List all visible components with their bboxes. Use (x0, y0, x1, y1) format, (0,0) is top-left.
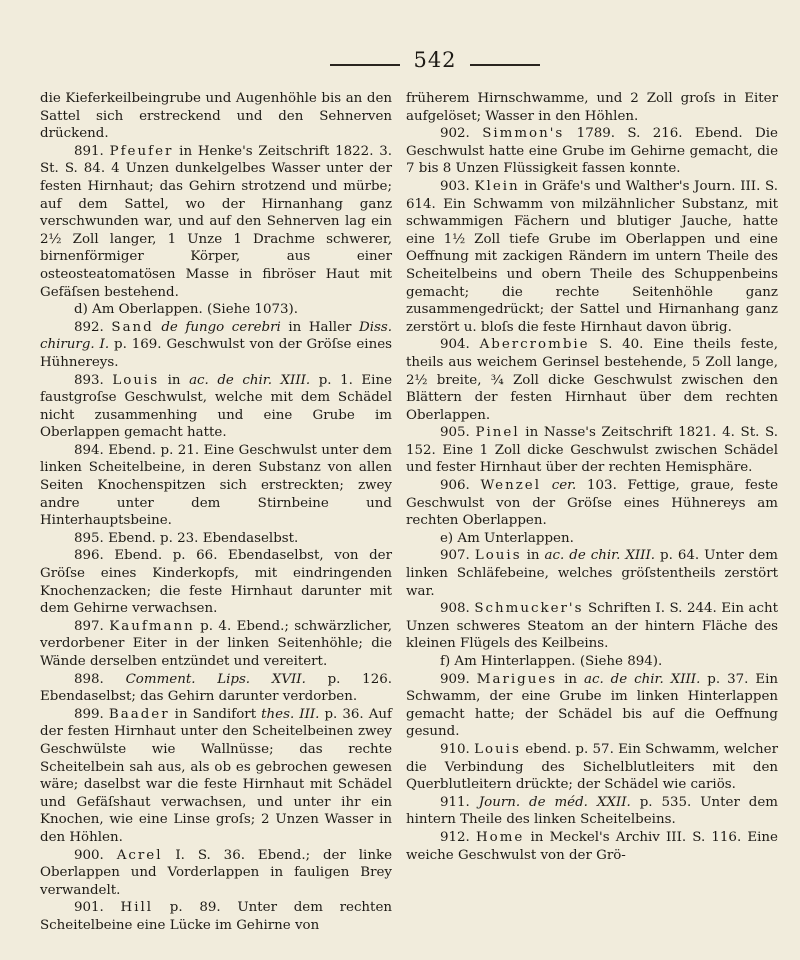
entry-paragraph: 900. Acrel I. S. 36. Ebend.; der linke Oberlappen und Vorderlappen in fauligen Brey verwandelt. (40, 847, 392, 898)
section-heading: f) Am Hinterlappen. (Siehe 894). (440, 654, 663, 669)
section-heading: e) Am Unterlappen. (440, 530, 574, 546)
entry-paragraph: 903. Klein in Gräfe's und Walther's Journ. III. S. 614. Ein Schwamm von milzähnlicher Substanz, mit schwammigen Fächern und blutiger Jauche, hatte eine 1½ Zoll tiefe Grube im Oberlappen und eine Oeffnung mit zackigen Rändern im untern Theile des Scheitelbeins und obern Theile des Schuppenbeins gemacht; die rechte Seitenhöhle ganz zusammengedrückt; der Sattel und Hirnanhang ganz zerstört u. bloſs die feste Hirnhaut davon übrig. (406, 178, 778, 335)
right-column (406, 90, 778, 864)
entry-paragraph: früherem Hirnschwamme, und 2 Zoll groſs in Eiter aufgelöset; Wasser in den Höhlen. (406, 91, 778, 124)
page-number: 542 (413, 48, 457, 72)
header-rule-left (330, 64, 400, 66)
entry-paragraph: 909. Marigues in ac. de chir. XIII. p. 37. Ein Schwamm, der eine Grube im linken Hinterlappen gemacht hatte; der Schädel bis auf die Oeffnung gesund. (406, 671, 779, 740)
entry-paragraph: 899. Baader in Sandifort thes. III. p. 36. Auf der festen Hirnhaut unter den Scheitelbeinen zwey Geschwülste wie Wallnüsse; das rechte Scheitelbein sah aus, als ob es gebrochen gewesen wäre; daselbst war die feste Hirnhaut mit Schädel und Gefäſshaut verwachsen, und unter ihr ein Knochen, wie eine Linse groſs; 2 Unzen Wasser in den Höhlen. (40, 706, 392, 845)
entry-paragraph: 908. Schmucker's Schriften I. S. 244. Ein acht Unzen schweres Steatom an der hintern Fläche des kleinen Flügels des Keilbeins. (406, 601, 779, 652)
entry-paragraph: 898. Comment. Lips. XVII. p. 126. Ebendaselbst; das Gehirn darunter verdorben. (40, 671, 392, 705)
entry-paragraph: 907. Louis in ac. de chir. XIII. p. 64. Unter dem linken Schläfebeine, welches gröſstentheils zerstört war. (406, 548, 778, 599)
left-column (40, 90, 392, 935)
entry-paragraph: 893. Louis in ac. de chir. XIII. p. 1. Eine faustgroſse Geschwulst, welche mit dem Schädel nicht zusammenhing und eine Grube im Oberlappen gemacht hatte. (40, 372, 393, 441)
entry-paragraph: 895. Ebend. p. 23. Ebendaselbst. (74, 530, 299, 546)
entry-paragraph: 897. Kaufmann p. 4. Ebend.; schwärzlicher, verdorbener Eiter in der linken Seitenhöhle; die Wände derselben entzündet und vereitert. (40, 618, 392, 669)
entry-paragraph: 891. Pfeufer in Henke's Zeitschrift 1822. 3. St. S. 84. 4 Unzen dunkelgelbes Wasser unter der festen Hirnhaut; das Gehirn strotzend und mürbe; auf dem Sattel, wo der Hirnanhang ganz verschwunden war, und auf den Sehnerven lag ein 2½ Zoll langer, 1 Unze 1 Drachme schwerer, birnenförmiger Körper, aus einer osteosteatomatösen Masse in fibröser Haut mit Gefäſsen bestehend. (40, 143, 392, 300)
entry-paragraph: 896. Ebend. p. 66. Ebendaselbst, von der Gröſse eines Kinderkopfs, mit eindringenden Knochenzacken; die feste Hirnhaut darunter mit dem Gehirne verwachsen. (40, 548, 392, 617)
entry-paragraph: 901. Hill p. 89. Unter dem rechten Scheitelbeine eine Lücke im Gehirne von (40, 900, 392, 933)
entry-paragraph: 911. Journ. de méd. XXII. p. 535. Unter dem hintern Theile des linken Scheitelbeins. (406, 794, 778, 828)
entry-paragraph: die Kieferkeilbeingrube und Augenhöhle bis an den Sattel sich erstreckend und den Sehnerven drückend. (40, 91, 392, 142)
entry-paragraph: 906. Wenzel cer. 103. Fettige, graue, feste Geschwulst von der Gröſse eines Hühnereys am rechten Oberlappen. (406, 478, 778, 529)
header-rule-right (470, 64, 540, 66)
text-columns (40, 90, 786, 960)
entry-paragraph: 894. Ebend. p. 21. Eine Geschwulst unter dem linken Scheitelbeine, in deren Substanz von allen Seiten Knochenspitzen sich erstreckten; zwey andre unter dem Stirnbeine und Hinterhauptsbeine. (40, 442, 392, 529)
entry-paragraph: 902. Simmon's 1789. S. 216. Ebend. Die Geschwulst hatte eine Grube im Gehirne gemacht, die 7 bis 8 Unzen Flüssigkeit fassen konnte. (406, 126, 778, 177)
section-heading: d) Am Oberlappen. (Siehe 1073). (74, 302, 298, 318)
entry-paragraph: 912. Home in Meckel's Archiv III. S. 116. Eine weiche Geschwulst von der Grö- (406, 829, 778, 863)
page-header (40, 40, 786, 90)
entry-paragraph: 905. Pinel in Nasse's Zeitschrift 1821. 4. St. S. 152. Eine 1 Zoll dicke Geschwulst zwischen Schädel und fester Hirnhaut über der rechten Hemisphäre. (406, 425, 778, 476)
entry-paragraph: 892. Sand de fungo cerebri in Haller Diss. chirurg. I. p. 169. Geschwulst von der Gröſse eines Hühnereys. (40, 319, 393, 370)
entry-paragraph: 904. Abercrombie S. 40. Eine theils feste, theils aus weichem Gerinsel bestehende, 5 Zoll lange, 2½ breite, ¾ Zoll dicke Geschwulst zwischen den Blättern der festen Hirnhaut über dem rechten Oberlappen. (406, 337, 778, 423)
entry-paragraph: 910. Louis ebend. p. 57. Ein Schwamm, welcher die Verbindung des Sichelblutleiters mit den Querblutleitern drückte; der Schädel wie cariös. (406, 741, 778, 793)
